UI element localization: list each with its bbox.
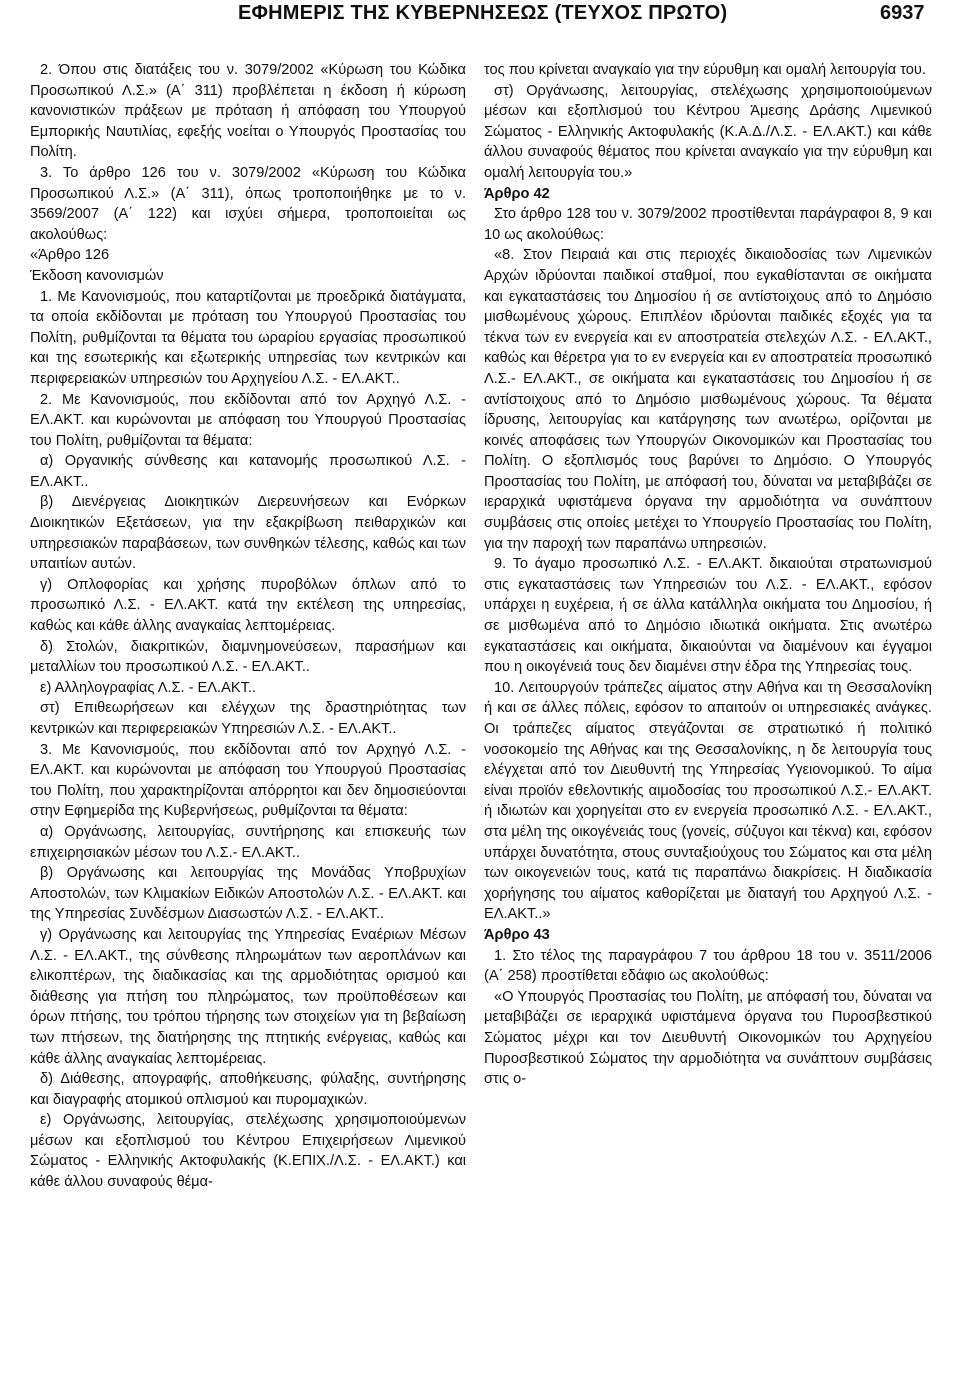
paragraph-2-a: α) Οργανικής σύνθεσης και κατανομής προσωπικού Λ.Σ. - ΕΛ.ΑΚΤ.. [30,453,466,490]
paragraph-2: 2. Με Κανονισμούς, που εκδίδονται από τον Αρχηγό Λ.Σ. - ΕΛ.ΑΚΤ. και κυρώνονται με απόφαση του Υπουργού Προστασίας του Πολίτη, ρυθμίζονται τα θέματα: [30,391,466,449]
paragraph-2-e: ε) Αλληλογραφίας Λ.Σ. - ΕΛ.ΑΚΤ.. [40,679,256,696]
article-42-paragraph-9: 9. Το άγαμο προσωπικό Λ.Σ. - ΕΛ.ΑΚΤ. δικαιούται στρατωνισμού στις εγκαταστάσεις των Υπηρεσιών του Λ.Σ. - ΕΛ.ΑΚΤ., εφόσον υπάρχει η ευχέρεια, ή σε άλλα κατάλληλα οικήματα του Δημοσίου, ή σε μισθωμένα από το Δημόσιο ιδιωτικά οικήματα. Στις ανωτέρω εγκαταστάσεις και οικήματα, δικαιούνται να διαμένουν και έγγαμοι που η οικογένειά τους δεν διαμένει στην έδρα της Υπηρεσίας τους. [484,556,932,676]
paragraph-3-st: στ) Οργάνωσης, λειτουργίας, στελέχωσης χρησιμοποιούμενων μέσων και εξοπλισμού του Κέντρου Άμεσης Δράσης Λιμενικού Σώματος - Ελληνικής Ακτοφυλακής (Κ.Α.Δ./Λ.Σ. - ΕΛ.ΑΚΤ.) και κάθε άλλου συναφούς θέματος που κρίνεται αναγκαίο για την εύρυθμη και ομαλή λειτουργία του.» [484,82,932,181]
quoted-article-heading: «Άρθρο 126 [30,247,110,264]
paragraph-2-st: στ) Επιθεωρήσεων και ελέγχων της δραστηριότητας των κεντρικών και περιφερειακών Υπηρεσιών Λ.Σ. - ΕΛ.ΑΚΤ.. [30,700,466,737]
paragraph-2-c: γ) Οπλοφορίας και χρήσης πυροβόλων όπλων από το προσωπικό Λ.Σ. - ΕΛ.ΑΚΤ. κατά την εκτέλεση της υπηρεσίας, καθώς και κάθε άλλης αναγκαίας λεπτομέρειας. [30,576,466,635]
article-43-heading: Άρθρο 43 [484,926,550,943]
paragraph-continuation: τος που κρίνεται αναγκαίο για την εύρυθμη και ομαλή λειτουργία του. [484,62,926,78]
paragraph-1: 1. Με Κανονισμούς, που καταρτίζονται με προεδρικά διατάγματα, τα οποία εκδίδονται με πρόταση του Υπουργού Προστασίας του Πολίτη, ρυθμίζονται τα θέματα του ωραρίου εργασίας προσωπικού και της εσωτερικής και εξωτερικής υπηρεσίας των κεντρικών και περιφερειακών υπηρεσιών του Αρχηγείου Λ.Σ. - ΕΛ.ΑΚΤ.. [30,288,466,387]
page-header [0,0,960,44]
paragraph-2-b: β) Διενέργειας Διοικητικών Διερευνήσεων και Ενόρκων Διοικητικών Εξετάσεων, για την εξακρίβωση πειθαρχικών και υπηρεσιακών παραβάσεων, των συνθηκών τέλεσης, καθώς και των υπαιτίων αυτών. [30,494,466,573]
paragraph-3-c: γ) Οργάνωσης και λειτουργίας της Υπηρεσίας Εναέριων Μέσων Λ.Σ. - ΕΛ.ΑΚΤ., της σύνθεσης πληρωμάτων των αεροπλάνων και ελικοπτέρων, της διαδικασίας και της αρμοδιότητας ορισμού και διάθεσης για πτήση του πληρώματος, των προϋποθέσεων και όρων πτήσης, του τρόπου τήρησης των στοιχείων για τη βεβαίωση των πτήσεων, της διατήρησης της πτητικής ενέργειας, καθώς και κάθε άλλης αναγκαίας λεπτομέρειας. [30,926,466,1067]
paragraph-intro-3: 3. Το άρθρο 126 του ν. 3079/2002 «Κύρωση του Κώδικα Προσωπικού Λ.Σ.» (Α΄ 311), όπως τροποποιήθηκε με το ν. 3569/2007 (Α΄ 122) και ισχύει σήμερα, τροποποιείται ως ακολούθως: [30,164,466,243]
paragraph-3: 3. Με Κανονισμούς, που εκδίδονται από τον Αρχηγό Λ.Σ. - ΕΛ.ΑΚΤ. και κυρώνονται με απόφαση του Υπουργού Προστασίας του Πολίτη, που χαρακτηρίζονται απόρρητοι και δεν δημοσιεύονται στην Εφημερίδα της Κυβερνήσεως, ρυθμίζονται τα θέματα: [30,741,466,820]
paragraph-3-e: ε) Οργάνωσης, λειτουργίας, στελέχωσης χρησιμοποιούμενων μέσων και εξοπλισμού του Κέντρου Επιχειρήσεων Λιμενικού Σώματος - Ελληνικής Ακτοφυλακής (Κ.ΕΠΙΧ./Λ.Σ. - ΕΛ.ΑΚΤ.) και κάθε άλλου συναφούς θέμα- [30,1112,466,1191]
paragraph-3-d: δ) Διάθεσης, απογραφής, αποθήκευσης, φύλαξης, συντήρησης και διαγραφής ατομικού οπλισμού και πυρομαχικών. [30,1071,466,1108]
page-number: 6937 [880,2,925,24]
paragraph-2-d: δ) Στολών, διακριτικών, διαμνημονεύσεων, παρασήμων και μεταλλίων του προσωπικού Λ.Σ. - ΕΛ.ΑΚΤ.. [30,638,466,676]
article-42-intro: Στο άρθρο 128 του ν. 3079/2002 προστίθενται παράγραφοι 8, 9 και 10 ως ακολούθως: [484,206,932,243]
article-43-paragraph-1: 1. Στο τέλος της παραγράφου 7 του άρθρου 18 του ν. 3511/2006 (Α΄ 258) προστίθεται εδάφιο ως ακολούθως: [484,947,932,985]
gazette-title: ΕΦΗΜΕΡΙΣ ΤΗΣ ΚΥΒΕΡΝΗΣΕΩΣ (ΤΕΥΧΟΣ ΠΡΩΤΟ) [238,2,728,24]
article-42-paragraph-8: «8. Στον Πειραιά και στις περιοχές δικαιοδοσίας των Λιμενικών Αρχών ιδρύονται παιδικοί σταθμοί, που εγκαθίστανται σε οικήματα και εγκαταστάσεις του Δημοσίου ή σε αντίστοιχους από το Δημόσιο μισθωμένους χώρους. Επιπλέον ιδρύονται παιδικές εξοχές για τα τέκνα των εν ενεργεία και εν αποστρατεία στελεχών Λ.Σ. - ΕΛ.ΑΚΤ., καθώς και θέρετρα για το εν ενεργεία και εν αποστρατεία προσωπικό Λ.Σ.- ΕΛ.ΑΚΤ., σε οικήματα και εγκαταστάσεις του Δημοσίου ή σε αντίστοιχους από το Δημόσιο μισθωμένους χώρους. Τα θέματα ίδρυσης, λειτουργίας και κατάργησης των ανωτέρω, ορίζονται με κοινές αποφάσεις των Υπουργών Οικονομικών και Προστασίας του Πολίτη. Ο εξοπλισμός τους βαρύνει το Δημόσιο. Ο Υπουργός Προστασίας του Πολίτη, με απόφασή του, δύναται να μεταβιβάζει σε ιεραρχικά υφιστάμενα όργανα την αρμοδιότητα να συνάπτουν συμβάσεις στις οποίες μετέχει το Υπουργείο Προστασίας του Πολίτη, για την παροχή των παραπάνω υπηρεσιών. [484,247,932,552]
paragraph-3-a: α) Οργάνωσης, λειτουργίας, συντήρησης και επισκευής των επιχειρησιακών μέσων του Λ.Σ.- ΕΛ.ΑΚΤ.. [30,823,466,861]
article-42-heading: Άρθρο 42 [484,185,550,202]
paragraph-3-b: β) Οργάνωσης και λειτουργίας της Μονάδας Υποβρυχίων Αποστολών, των Κλιμακίων Ειδικών Αποστολών Λ.Σ. - ΕΛ.ΑΚΤ. και της Υπηρεσίας Συνδέσμων Διασωστών Λ.Σ. - ΕΛ.ΑΚΤ.. [30,865,466,923]
article-43-quote: «Ο Υπουργός Προστασίας του Πολίτη, με απόφασή του, δύναται να μεταβιβάζει σε ιεραρχικά υφιστάμενα όργανα του Πυροσβεστικού Σώματος μέχρι και τον Διευθυντή Οικονομικών του Αρχηγείου Πυροσβεστικού Σώματος την αρμοδιότητα να συνάπτουν συμβάσεις στις ο- [484,988,932,1088]
right-column [484,60,932,1090]
left-column [30,60,466,1193]
article-42-paragraph-10: 10. Λειτουργούν τράπεζες αίματος στην Αθήνα και τη Θεσσαλονίκη ή και σε άλλες πόλεις, εφόσον το απαιτούν οι υπηρεσιακές ανάγκες. Οι τράπεζες αίματος στεγάζονται σε στρατιωτικό ή πολιτικό νοσοκομείο της Αθήνας και της Θεσσαλονίκης, η δε λειτουργία τους ελέγχεται από τον Διευθυντή της Υπηρεσίας Υγειονομικού. Το αίμα είναι προϊόν εθελοντικής αιμοδοσίας του προσωπικού Λ.Σ.- ΕΛ.ΑΚΤ. ή ιδιωτών και χορηγείται στο εν ενεργεία προσωπικό Λ.Σ. - ΕΛ.ΑΚΤ., στα μέλη της οικογένειάς τους (γονείς, σύζυγοι και τέκνα) και, εφόσον υπάρχει δυνατότητα, στους συνταξιούχους του Σώματος και στα μέλη των οικογενειών τους, κατά τις παραπάνω διακρίσεις. Η διαδικασία χορήγησης του αίματος καθορίζεται με διαταγή του Αρχηγού Λ.Σ. - ΕΛ.ΑΚΤ..» [484,679,932,923]
quoted-article-title: Έκδοση κανονισμών [30,267,164,284]
paragraph-intro-2: 2. Όπου στις διατάξεις του ν. 3079/2002 «Κύρωση του Κώδικα Προσωπικού Λ.Σ.» (Α΄ 311) προβλέπεται η έκδοση ή κύρωση κανονιστικών πράξεων με πρόταση ή απόφαση του Υπουργού Εμπορικής Ναυτιλίας, εφεξής νοείται ο Υπουργός Προστασίας του Πολίτη. [30,62,466,161]
